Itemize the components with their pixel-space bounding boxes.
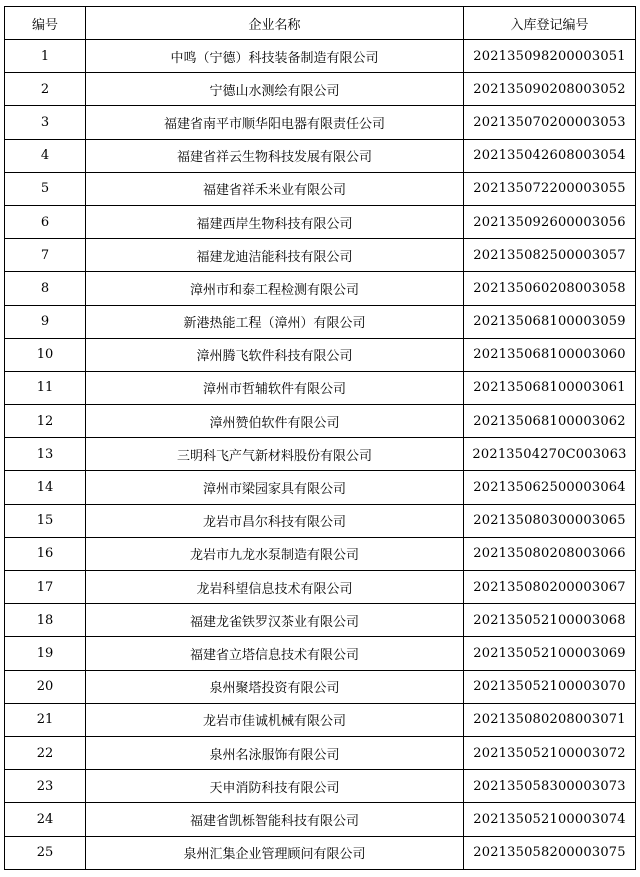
cell-registration-code: 202135052100003068 <box>464 604 636 637</box>
cell-number: 9 <box>5 305 86 338</box>
header-company-name: 企业名称 <box>86 7 464 40</box>
table-row <box>5 172 636 205</box>
cell-number: 8 <box>5 272 86 305</box>
cell-registration-code: 202135052100003069 <box>464 637 636 670</box>
cell-company-name: 漳州市和泰工程检测有限公司 <box>86 272 464 305</box>
table-row <box>5 205 636 238</box>
table-row <box>5 637 636 670</box>
cell-company-name: 福建省祥云生物科技发展有限公司 <box>86 139 464 172</box>
cell-number: 17 <box>5 571 86 604</box>
cell-number: 15 <box>5 504 86 537</box>
cell-company-name: 福建省凯栎智能科技有限公司 <box>86 803 464 836</box>
cell-registration-code: 202135080200003067 <box>464 571 636 604</box>
table-row <box>5 471 636 504</box>
cell-company-name: 泉州汇集企业管理顾问有限公司 <box>86 836 464 869</box>
enterprise-registration-table <box>4 6 636 870</box>
table-row <box>5 571 636 604</box>
cell-number: 23 <box>5 770 86 803</box>
cell-registration-code: 202135068100003059 <box>464 305 636 338</box>
table-row <box>5 73 636 106</box>
cell-number: 3 <box>5 106 86 139</box>
cell-company-name: 福建省祥禾米业有限公司 <box>86 172 464 205</box>
cell-number: 12 <box>5 405 86 438</box>
cell-registration-code: 202135070200003053 <box>464 106 636 139</box>
cell-registration-code: 202135082500003057 <box>464 239 636 272</box>
table-row <box>5 139 636 172</box>
cell-registration-code: 202135058200003075 <box>464 836 636 869</box>
cell-registration-code: 202135052100003074 <box>464 803 636 836</box>
cell-number: 14 <box>5 471 86 504</box>
table-row <box>5 305 636 338</box>
table-row <box>5 703 636 736</box>
cell-registration-code: 202135072200003055 <box>464 172 636 205</box>
table-row <box>5 604 636 637</box>
cell-number: 18 <box>5 604 86 637</box>
cell-company-name: 福建省立塔信息技术有限公司 <box>86 637 464 670</box>
cell-number: 20 <box>5 670 86 703</box>
table-row <box>5 371 636 404</box>
cell-company-name: 福建西岸生物科技有限公司 <box>86 205 464 238</box>
cell-number: 16 <box>5 537 86 570</box>
header-number: 编号 <box>5 7 86 40</box>
cell-company-name: 新港热能工程（漳州）有限公司 <box>86 305 464 338</box>
cell-company-name: 泉州名泳服饰有限公司 <box>86 736 464 769</box>
cell-company-name: 龙岩市佳诚机械有限公司 <box>86 703 464 736</box>
cell-company-name: 龙岩市昌尔科技有限公司 <box>86 504 464 537</box>
cell-number: 25 <box>5 836 86 869</box>
cell-number: 5 <box>5 172 86 205</box>
cell-company-name: 漳州赞伯软件有限公司 <box>86 405 464 438</box>
cell-registration-code: 20213504270C003063 <box>464 438 636 471</box>
table-row <box>5 670 636 703</box>
cell-number: 13 <box>5 438 86 471</box>
header-registration-code: 入库登记编号 <box>464 7 636 40</box>
cell-number: 6 <box>5 205 86 238</box>
cell-number: 1 <box>5 40 86 73</box>
cell-company-name: 龙岩市九龙水泵制造有限公司 <box>86 537 464 570</box>
cell-number: 10 <box>5 338 86 371</box>
cell-registration-code: 202135058300003073 <box>464 770 636 803</box>
cell-company-name: 中鸣（宁德）科技装备制造有限公司 <box>86 40 464 73</box>
cell-company-name: 漳州腾飞软件科技有限公司 <box>86 338 464 371</box>
table-row <box>5 504 636 537</box>
cell-company-name: 漳州市哲辅软件有限公司 <box>86 371 464 404</box>
table-row <box>5 438 636 471</box>
cell-number: 7 <box>5 239 86 272</box>
table-row <box>5 803 636 836</box>
table-row <box>5 770 636 803</box>
cell-company-name: 天申消防科技有限公司 <box>86 770 464 803</box>
cell-company-name: 宁德山水测绘有限公司 <box>86 73 464 106</box>
cell-registration-code: 202135062500003064 <box>464 471 636 504</box>
cell-company-name: 福建龙迪洁能科技有限公司 <box>86 239 464 272</box>
cell-registration-code: 202135042608003054 <box>464 139 636 172</box>
cell-company-name: 三明科飞产气新材料股份有限公司 <box>86 438 464 471</box>
table-row <box>5 272 636 305</box>
cell-registration-code: 202135068100003062 <box>464 405 636 438</box>
cell-registration-code: 202135068100003060 <box>464 338 636 371</box>
table-row <box>5 836 636 869</box>
cell-company-name: 福建龙雀铁罗汉茶业有限公司 <box>86 604 464 637</box>
cell-registration-code: 202135090208003052 <box>464 73 636 106</box>
table-header-row <box>5 7 636 40</box>
table-row <box>5 405 636 438</box>
cell-number: 21 <box>5 703 86 736</box>
table-body <box>5 40 636 870</box>
cell-registration-code: 202135052100003070 <box>464 670 636 703</box>
cell-registration-code: 202135080208003071 <box>464 703 636 736</box>
cell-registration-code: 202135098200003051 <box>464 40 636 73</box>
cell-registration-code: 202135080300003065 <box>464 504 636 537</box>
table-row <box>5 106 636 139</box>
cell-company-name: 漳州市梁园家具有限公司 <box>86 471 464 504</box>
cell-registration-code: 202135092600003056 <box>464 205 636 238</box>
cell-number: 11 <box>5 371 86 404</box>
cell-company-name: 龙岩科望信息技术有限公司 <box>86 571 464 604</box>
cell-registration-code: 202135080208003066 <box>464 537 636 570</box>
table-row <box>5 338 636 371</box>
cell-company-name: 泉州聚塔投资有限公司 <box>86 670 464 703</box>
table-row <box>5 537 636 570</box>
cell-company-name: 福建省南平市顺华阳电器有限责任公司 <box>86 106 464 139</box>
cell-number: 4 <box>5 139 86 172</box>
cell-registration-code: 202135068100003061 <box>464 371 636 404</box>
cell-number: 19 <box>5 637 86 670</box>
cell-number: 22 <box>5 736 86 769</box>
cell-registration-code: 202135052100003072 <box>464 736 636 769</box>
table-row <box>5 239 636 272</box>
table-row <box>5 40 636 73</box>
cell-number: 2 <box>5 73 86 106</box>
table-row <box>5 736 636 769</box>
cell-number: 24 <box>5 803 86 836</box>
cell-registration-code: 202135060208003058 <box>464 272 636 305</box>
